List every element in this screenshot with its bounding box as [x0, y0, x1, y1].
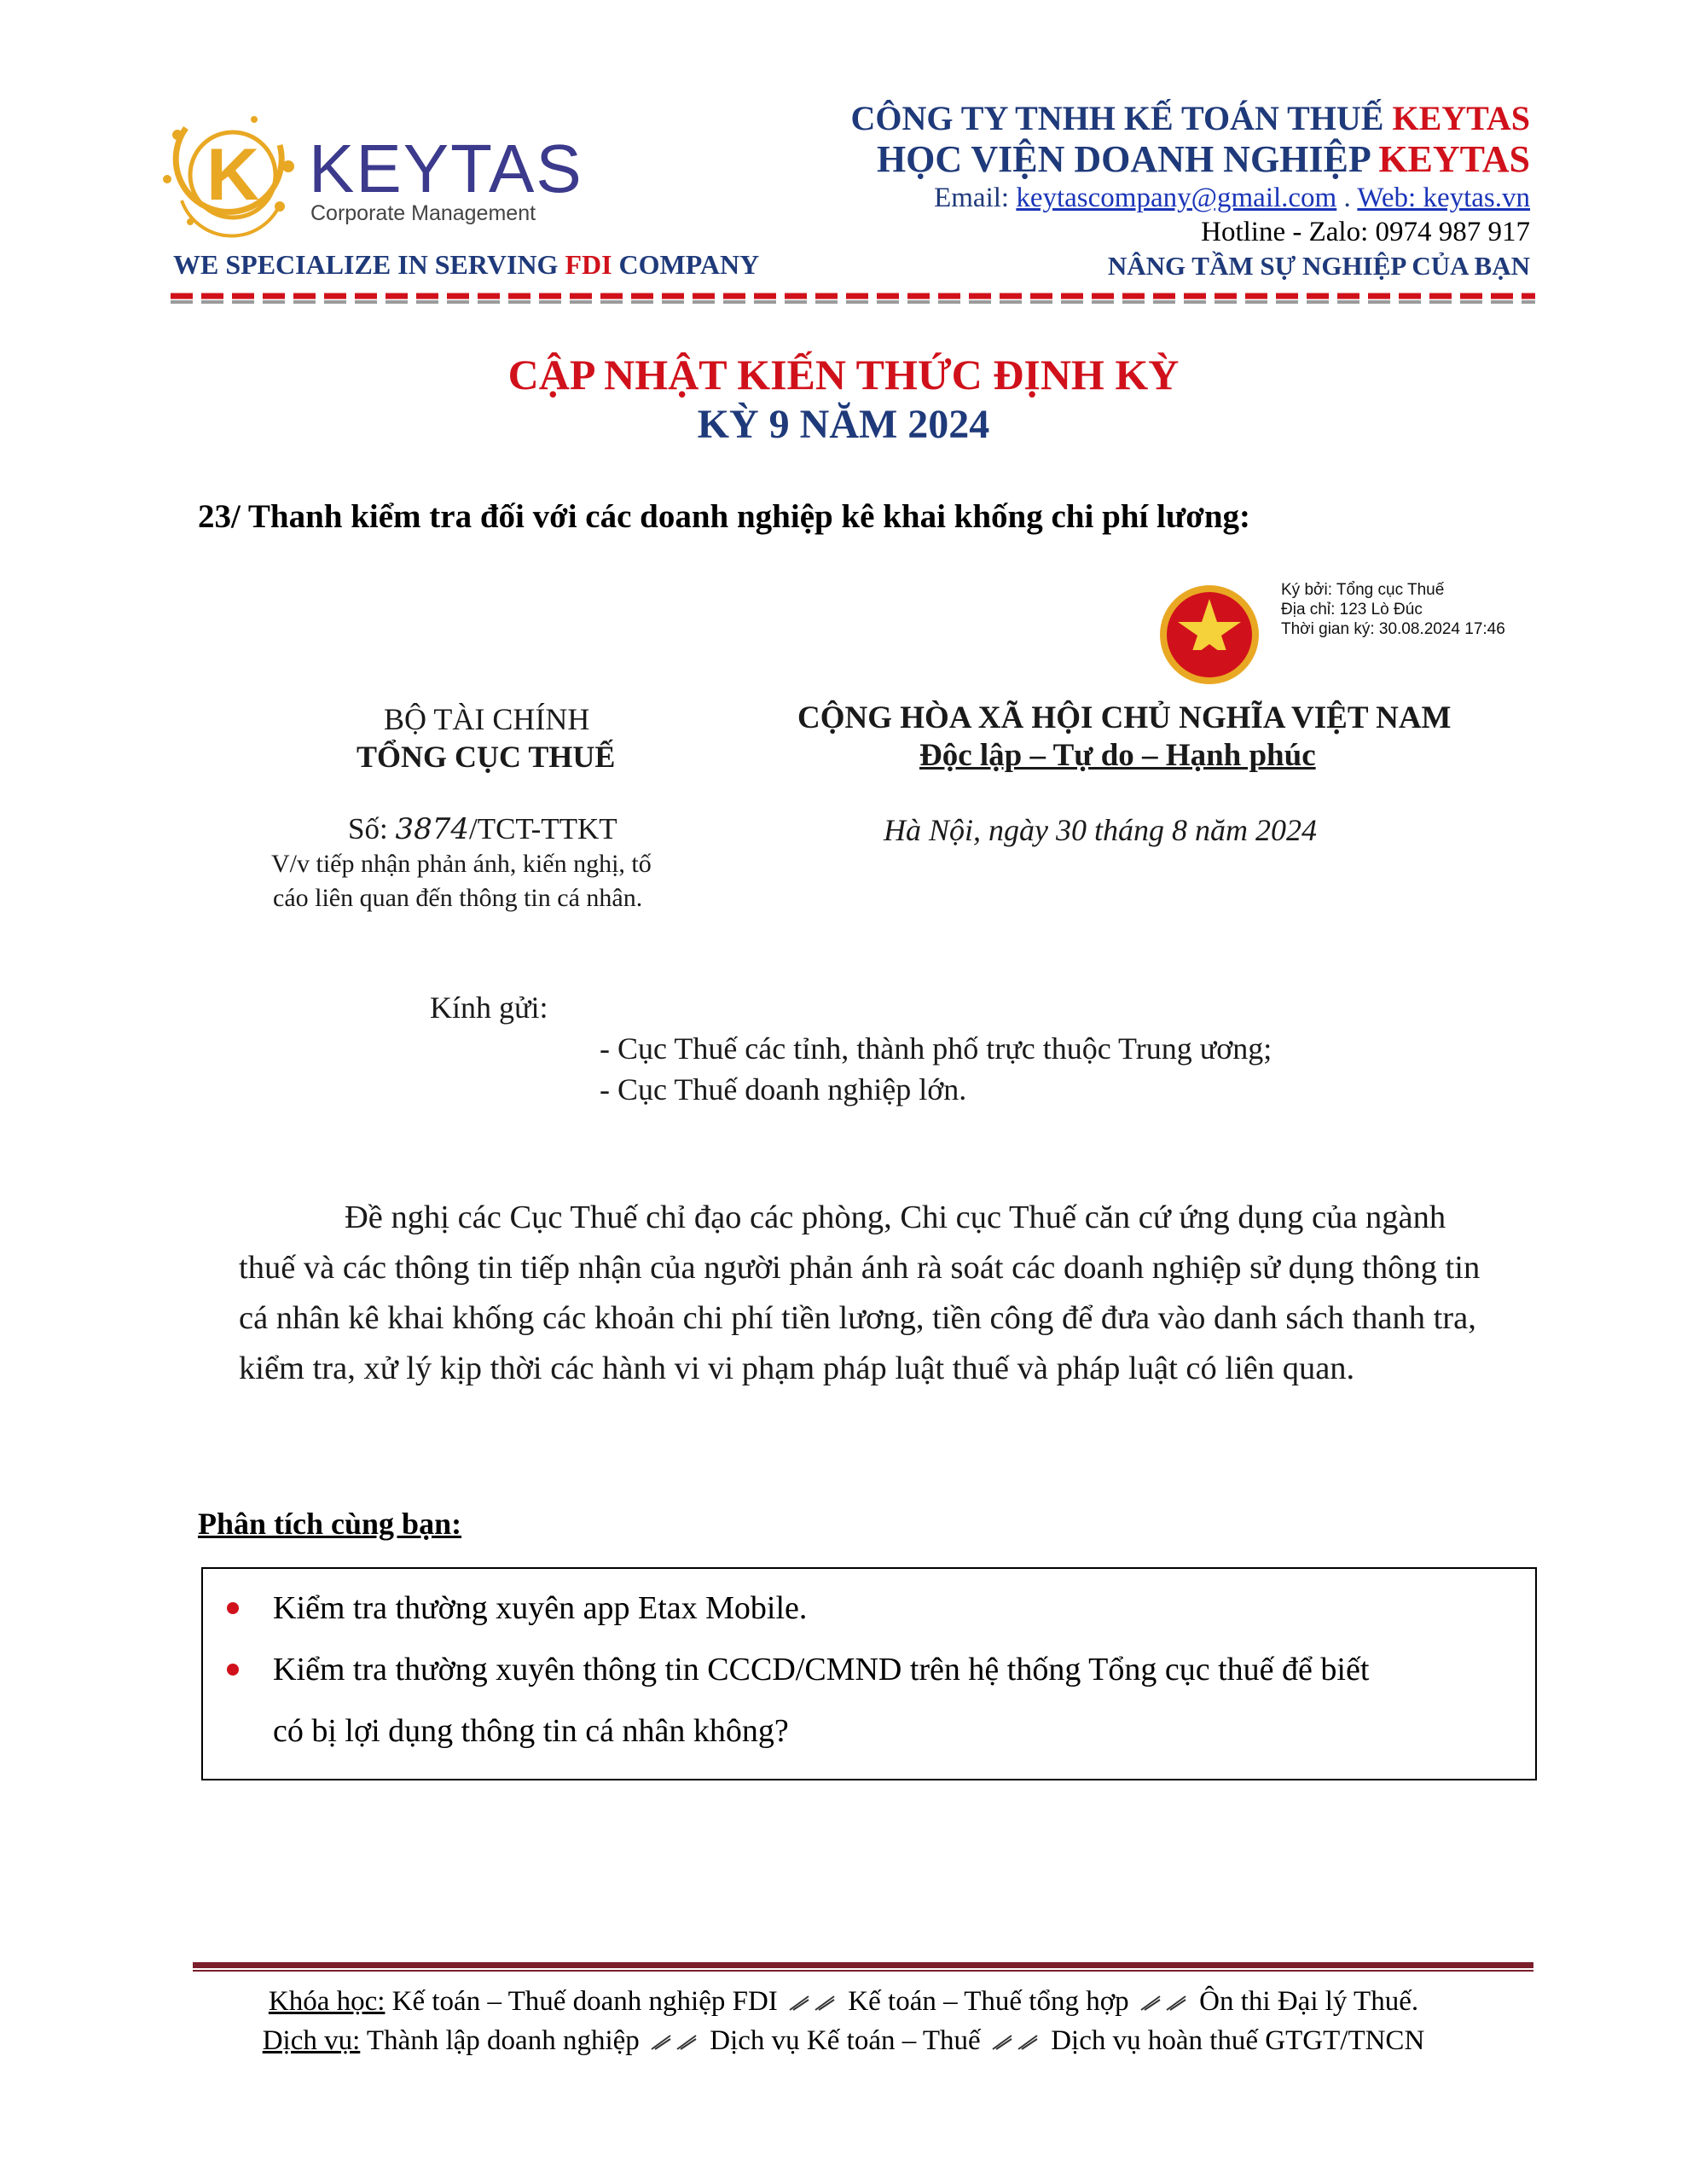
- web-link[interactable]: Web: keytas.vn: [1357, 183, 1530, 213]
- pen-feather-icon: [991, 2032, 1041, 2053]
- document-number: Số: 3874/TCT-TTKT: [348, 812, 617, 846]
- country-motto: Độc lập – Tự do – Hạnh phúc: [919, 738, 1316, 773]
- sub-title: KỲ 9 NĂM 2024: [697, 402, 990, 447]
- pen-feather-icon: [1139, 1993, 1189, 2013]
- svg-text:K: K: [206, 134, 260, 216]
- logo-wordmark: KEYTAS: [309, 131, 583, 206]
- digital-signature: Ký bởi: Tổng cục Thuế Địa chỉ: 123 Lò Đúc Thời gian ký: 30.08.2024 17:46: [1281, 581, 1505, 638]
- bullet-icon: [227, 1664, 239, 1676]
- recipient-item: - Cục Thuế các tỉnh, thành phố trực thuộc Trung ương;: [600, 1031, 1272, 1066]
- subject-line: V/v tiếp nhận phản ánh, kiến nghị, tố: [271, 850, 652, 878]
- hotline: Hotline - Zalo: 0974 987 917: [1201, 217, 1530, 247]
- recipient-item: - Cục Thuế doanh nghiệp lớn.: [600, 1072, 967, 1107]
- footer-services: Dịch vụ: Thành lập doanh nghiệp Dịch vụ Kế toán – Thuế Dịch vụ hoàn thuế GTGT/TNCN: [262, 2025, 1425, 2056]
- list-item: Kiểm tra thường xuyên app Etax Mobile.: [273, 1590, 808, 1626]
- document-body: Đề nghị các Cục Thuế chỉ đạo các phòng, Chi cục Thuế căn cứ ứng dụng của ngành thuế và các thông tin tiếp nhận của người phản ánh rà soát các doanh nghiệp sử dụng thông tin cá nhân kê khai khống các khoản chi phí tiền lương, tiền công để đưa vào danh sách thanh tra, kiểm tra, xử lý kịp thời các hành vi vi phạm pháp luật thuế và pháp luật có liên quan.: [239, 1199, 1481, 1386]
- issuer-ministry: BỘ TÀI CHÍNH: [384, 702, 590, 736]
- company-name: CÔNG TY TNHH KẾ TOÁN THUẾ KEYTAS: [850, 99, 1530, 137]
- section-heading: 23/ Thanh kiểm tra đối với các doanh nghiệp kê khai khống chi phí lương:: [198, 498, 1251, 535]
- place-date: Hà Nội, ngày 30 tháng 8 năm 2024: [884, 813, 1317, 847]
- footer-courses: Khóa học: Kế toán – Thuế doanh nghiệp FDI Kế toán – Thuế tổng hợp Ôn thi Đại lý Thuế.: [268, 1986, 1419, 2017]
- analysis-heading: Phân tích cùng bạn:: [198, 1507, 462, 1541]
- tax-seal-icon: [1158, 584, 1261, 686]
- contact-line: Email: keytascompany@gmail.com . Web: keytas.vn: [934, 183, 1530, 213]
- academy-name: HỌC VIỆN DOANH NGHIỆP KEYTAS: [876, 138, 1530, 180]
- subject-line: cáo liên quan đến thông tin cá nhân.: [273, 884, 643, 912]
- logo-tagline: Corporate Management: [310, 201, 536, 225]
- list-item: Kiểm tra thường xuyên thông tin CCCD/CMND trên hệ thống Tổng cục thuế để biết: [273, 1652, 1370, 1687]
- bullet-icon: [227, 1602, 239, 1614]
- main-title: CẬP NHẬT KIẾN THỨC ĐỊNH KỲ: [507, 351, 1180, 398]
- country-name: CỘNG HÒA XÃ HỘI CHỦ NGHĨA VIỆT NAM: [797, 700, 1452, 735]
- slogan: WE SPECIALIZE IN SERVING FDI COMPANY: [173, 249, 760, 280]
- issuer-department: TỔNG CỤC THUẾ: [357, 740, 616, 774]
- email-link[interactable]: keytascompany@gmail.com: [1016, 183, 1337, 213]
- pen-feather-icon: [788, 1993, 838, 2013]
- list-item-continuation: có bị lợi dụng thông tin cá nhân không?: [273, 1713, 789, 1749]
- analysis-box: [201, 1567, 1537, 1780]
- header-divider: [171, 293, 1535, 305]
- motto: NÂNG TẦM SỰ NGHIỆP CỦA BẠN: [1107, 251, 1530, 281]
- footer-divider: [193, 1962, 1533, 1972]
- kinh-gui: Kính gửi:: [430, 990, 548, 1025]
- company-info: [762, 99, 1530, 283]
- pen-feather-icon: [650, 2032, 699, 2053]
